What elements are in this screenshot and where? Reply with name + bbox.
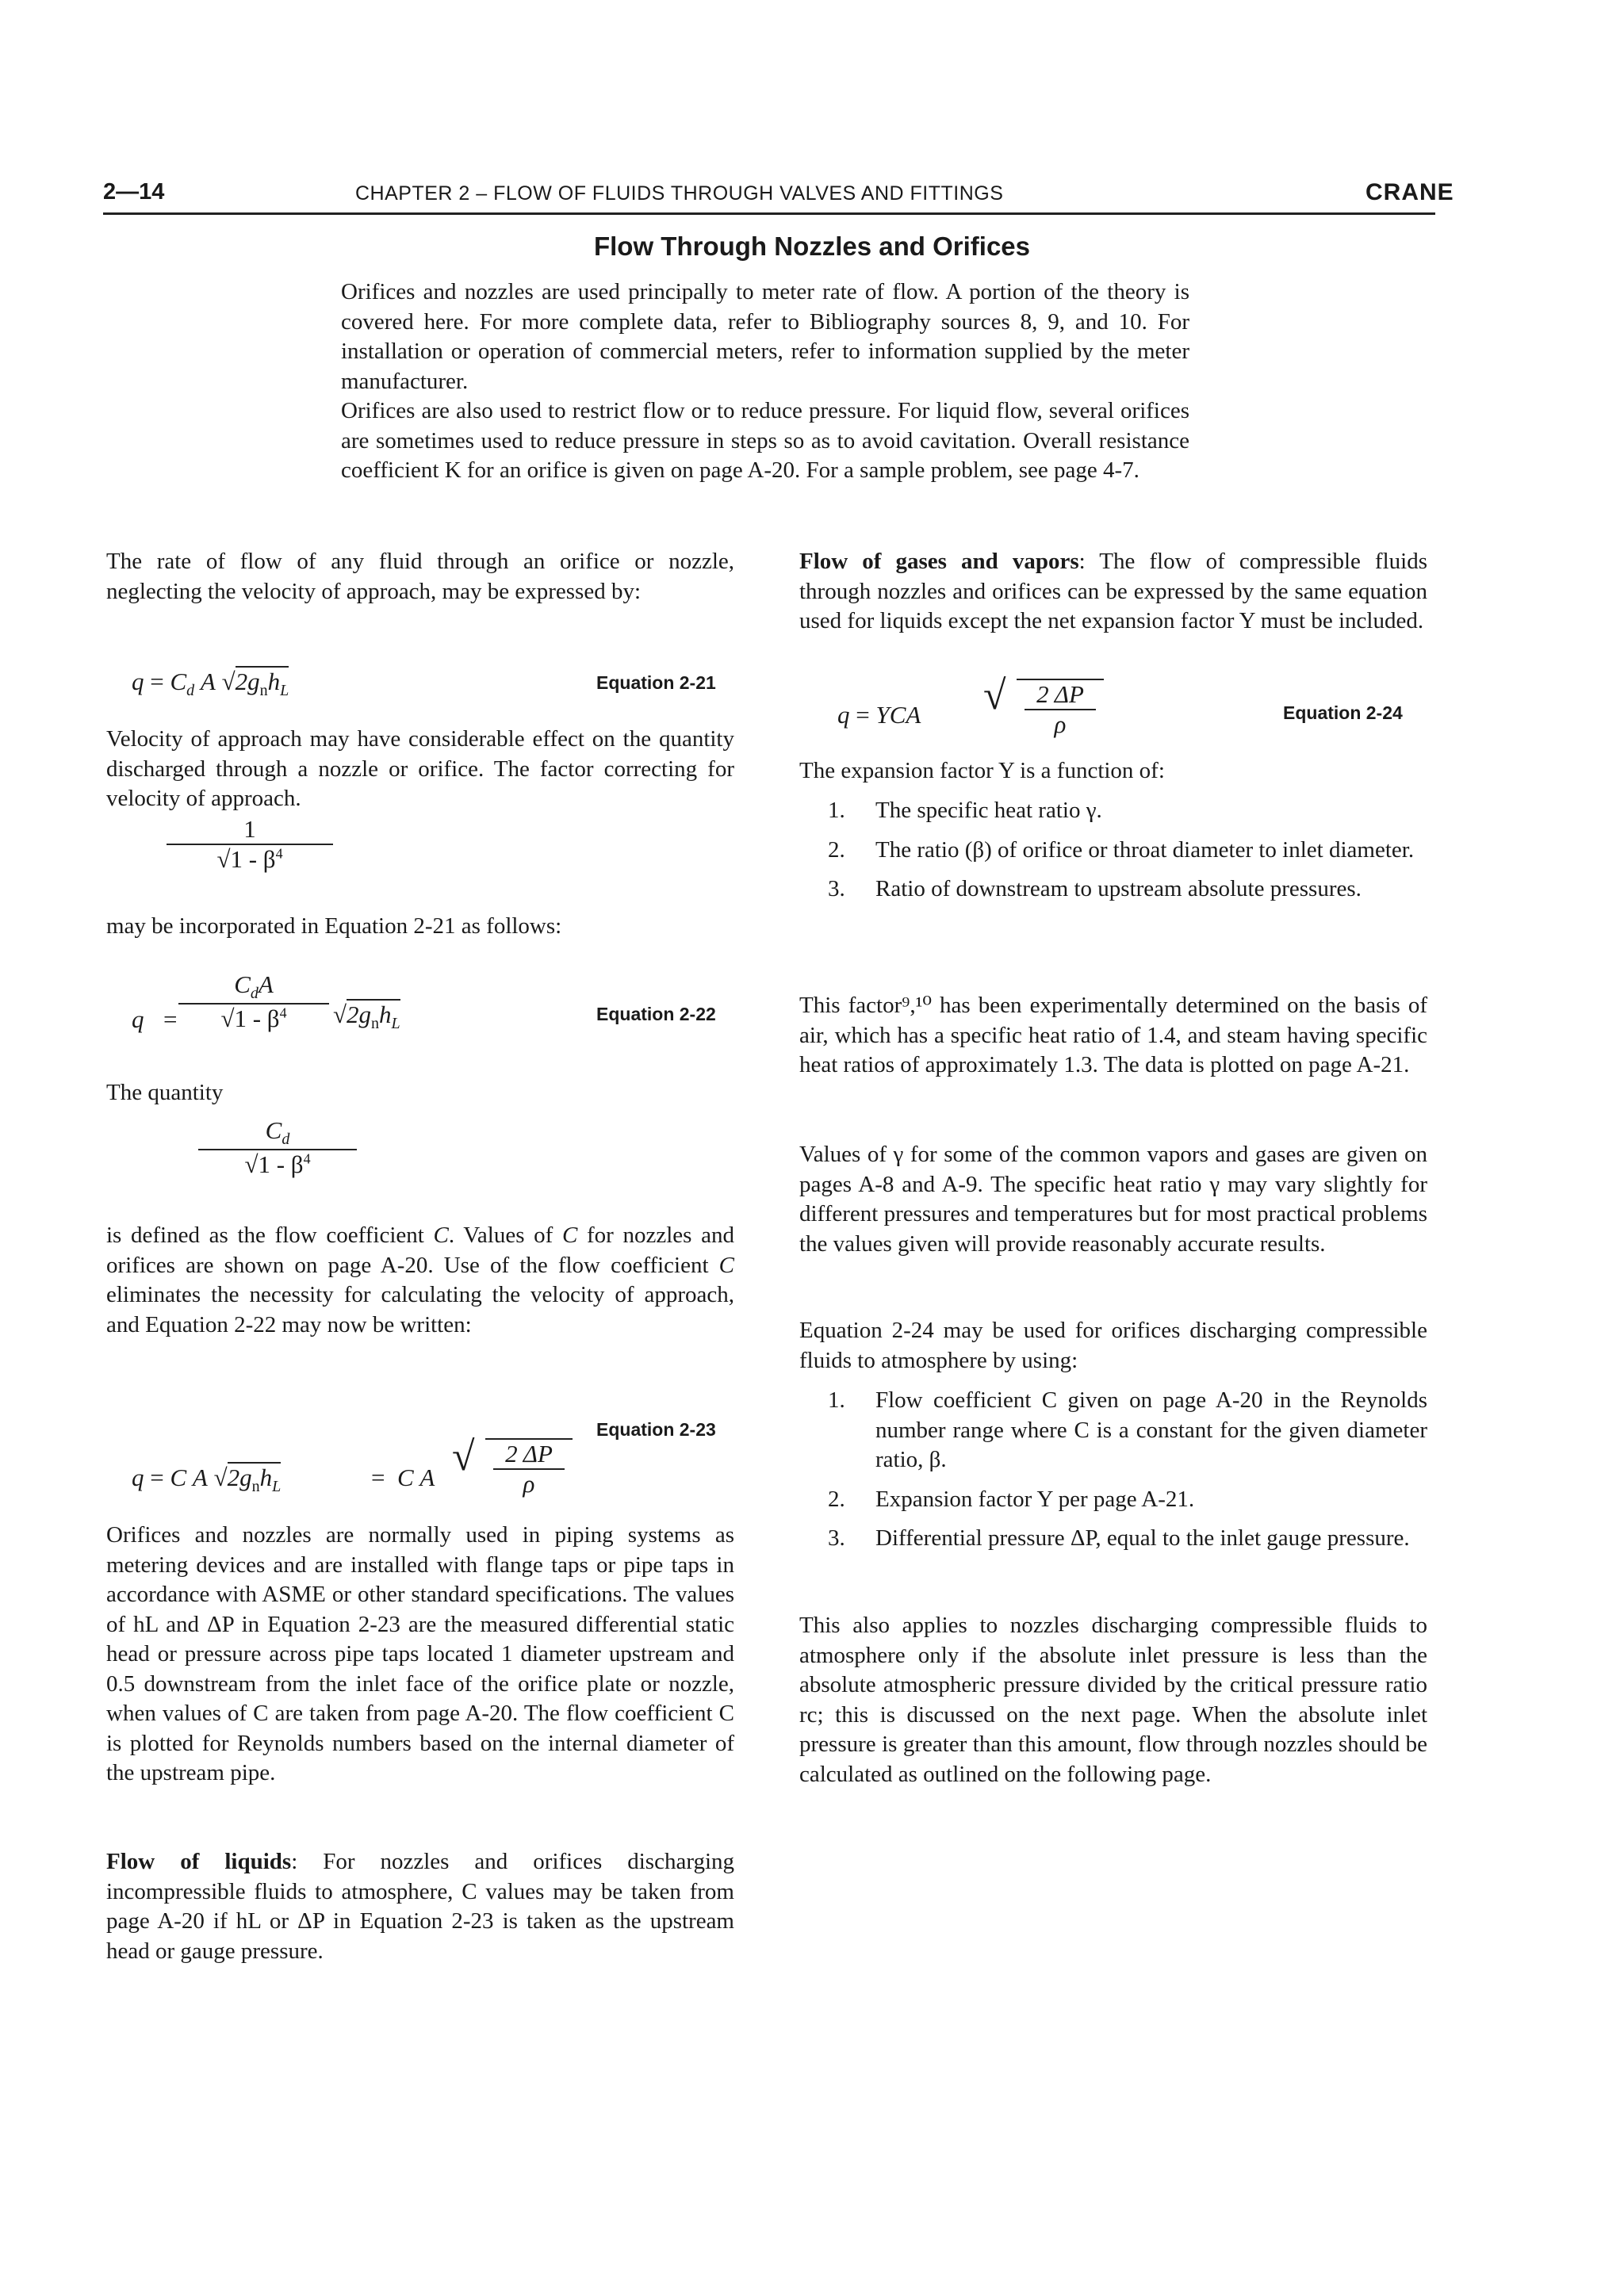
left-paragraph-4: The quantity bbox=[106, 1080, 224, 1105]
right-paragraph-3: This factor⁹,¹⁰ has been experimentally determined on the basis of air, which has a specific heat ratio of 1.4, and steam having specific heat ratios of approximately 1.3. The data is plotted on page A-21. bbox=[799, 993, 1427, 1077]
page-number: 2—14 bbox=[103, 179, 165, 205]
left-paragraph-5: is defined as the flow coefficient C. Values of C for nozzles and orifices are shown on page A-20. Use of the flow coefficient C eliminates the necessity for calculating the velocity of approach, and Equation 2-22 may now be written: bbox=[106, 1223, 734, 1337]
left-paragraph-6: Orifices and nozzles are normally used in piping systems as metering devices and are installed with flange taps or pipe taps in accordance with ASME or other standard specifications. The values of hL and ΔP in Equation 2-23 are the measured differential static head or pressure across pipe taps located 1 diameter upstream and 0.5 downstream from the inlet face of the orifice plate or nozzle, when values of C are taken from page A-20. The flow coefficient C is plotted for Reynolds numbers based on the internal diameter of the upstream pipe. bbox=[106, 1522, 734, 1785]
equation-2-21: $q = C_d$ A $√2g_nh_L$ bbox=[132, 668, 289, 700]
left-paragraph-2: Velocity of approach may have considerable effect on the quantity discharged through a nozzle or orifice. The factor correcting for velocity of approach. bbox=[106, 726, 734, 811]
equation-2-21-label: Equation 2-21 bbox=[596, 672, 716, 693]
list-item: 1. The specific heat ratio γ. bbox=[828, 798, 1102, 823]
right-paragraph-4: Values of γ for some of the common vapors and gases are given on pages A-8 and A-9. The specific heat ratio γ may vary slightly for different pressures and temperatures but for most practical problems the values given will provide reasonably accurate results. bbox=[799, 1142, 1427, 1257]
list-item: 3. Ratio of downstream to upstream absolute pressures. bbox=[828, 876, 1362, 901]
list-item: 2. The ratio (β) of orifice or throat diameter to inlet diameter. bbox=[828, 836, 1415, 863]
left-paragraph-7: Flow of liquids: For nozzles and orifices discharging incompressible fluids to atmosphere, C values may be taken from page A-20 if hL or ΔP in Equation 2-23 is taken as the upstream head or gauge pressure. bbox=[106, 1849, 735, 1964]
list-item: 2. Expansion factor Y per page A-21. bbox=[828, 1486, 1195, 1512]
equation-2-24-label: Equation 2-24 bbox=[1283, 702, 1403, 723]
equation-2-24: q = YCA bbox=[837, 701, 921, 729]
equation-2-23: q = C A $√2g_nh_L$ bbox=[132, 1464, 282, 1496]
left-paragraph-3: may be incorporated in Equation 2-21 as follows: bbox=[106, 913, 562, 939]
expansion-factor-list bbox=[799, 796, 1427, 914]
left-paragraph-1: The rate of flow of any fluid through an orifice or nozzle, neglecting the velocity of approach, may be expressed by: bbox=[106, 549, 734, 604]
orifice-discharge-list bbox=[799, 1386, 1427, 1563]
intro-block bbox=[341, 277, 1189, 486]
velocity-factor-fraction: 1 $√1 - \beta^4$ bbox=[167, 815, 333, 874]
equation-2-23-root: √ bbox=[452, 1434, 475, 1479]
list-item: 3. Differential pressure ΔP, equal to the inlet gauge pressure. bbox=[828, 1525, 1410, 1551]
intro-paragraph-2: Orifices are also used to restrict flow or to reduce pressure. For liquid flow, several orifices are sometimes used to reduce pressure in steps so as to avoid cavitation. Overall resistance coefficient K for an orifice is given on page A-20. For a sample problem, see page 4-7. bbox=[341, 398, 1189, 483]
equation-2-22-fraction: $C_dA$ $√1 - \beta^4$ bbox=[178, 970, 329, 1033]
equation-2-22-root: $√2g_nh_L$ bbox=[333, 1001, 400, 1033]
flow-coefficient-fraction: $C_d$ $√1 - \beta^4$ bbox=[198, 1116, 357, 1179]
equation-2-24-fraction: 2 ΔP ρ bbox=[1017, 679, 1104, 739]
list-item: 1. Flow coefficient C given on page A-20 in the Reynolds number range where C is a constant for the given diameter ratio, β. bbox=[828, 1387, 1427, 1472]
section-title: Flow Through Nozzles and Orifices bbox=[593, 232, 1031, 261]
right-paragraph-6: This also applies to nozzles discharging compressible fluids to atmosphere only if the absolute inlet pressure is less than the absolute atmospheric pressure divided by the critical pressure ratio rc; this is discussed on the next page. When the absolute inlet pressure is greater than this amount, flow through nozzles should be calculated as outlined on the following page. bbox=[799, 1613, 1427, 1787]
right-paragraph-1: Flow of gases and vapors: The flow of compressible fluids through nozzles and orifices can be expressed by the same equation used for liquids except the net expansion factor Y must be included. bbox=[799, 549, 1427, 633]
publisher-brand: CRANE bbox=[1365, 179, 1454, 205]
header-rule bbox=[103, 212, 1435, 215]
equation-2-23-fraction: 2 ΔP ρ bbox=[485, 1438, 573, 1498]
right-paragraph-5: Equation 2-24 may be used for orifices discharging compressible fluids to atmosphere by using: bbox=[799, 1318, 1427, 1373]
equation-2-23-label: Equation 2-23 bbox=[596, 1419, 716, 1440]
chapter-title: CHAPTER 2 – FLOW OF FLUIDS THROUGH VALVES AND FITTINGS bbox=[355, 182, 1004, 205]
right-paragraph-2: The expansion factor Y is a function of: bbox=[799, 758, 1165, 783]
equation-2-22-label: Equation 2-22 bbox=[596, 1004, 716, 1024]
equation-2-23-rhs: = C A bbox=[371, 1464, 435, 1491]
equation-2-24-root: √ bbox=[983, 673, 1006, 718]
intro-paragraph-1: Orifices and nozzles are used principally to meter rate of flow. A portion of the theory is covered here. For more complete data, refer to Bibliography sources 8, 9, and 10. For installation or operation of commercial meters, refer to information supplied by the meter manufacturer. bbox=[341, 279, 1189, 394]
